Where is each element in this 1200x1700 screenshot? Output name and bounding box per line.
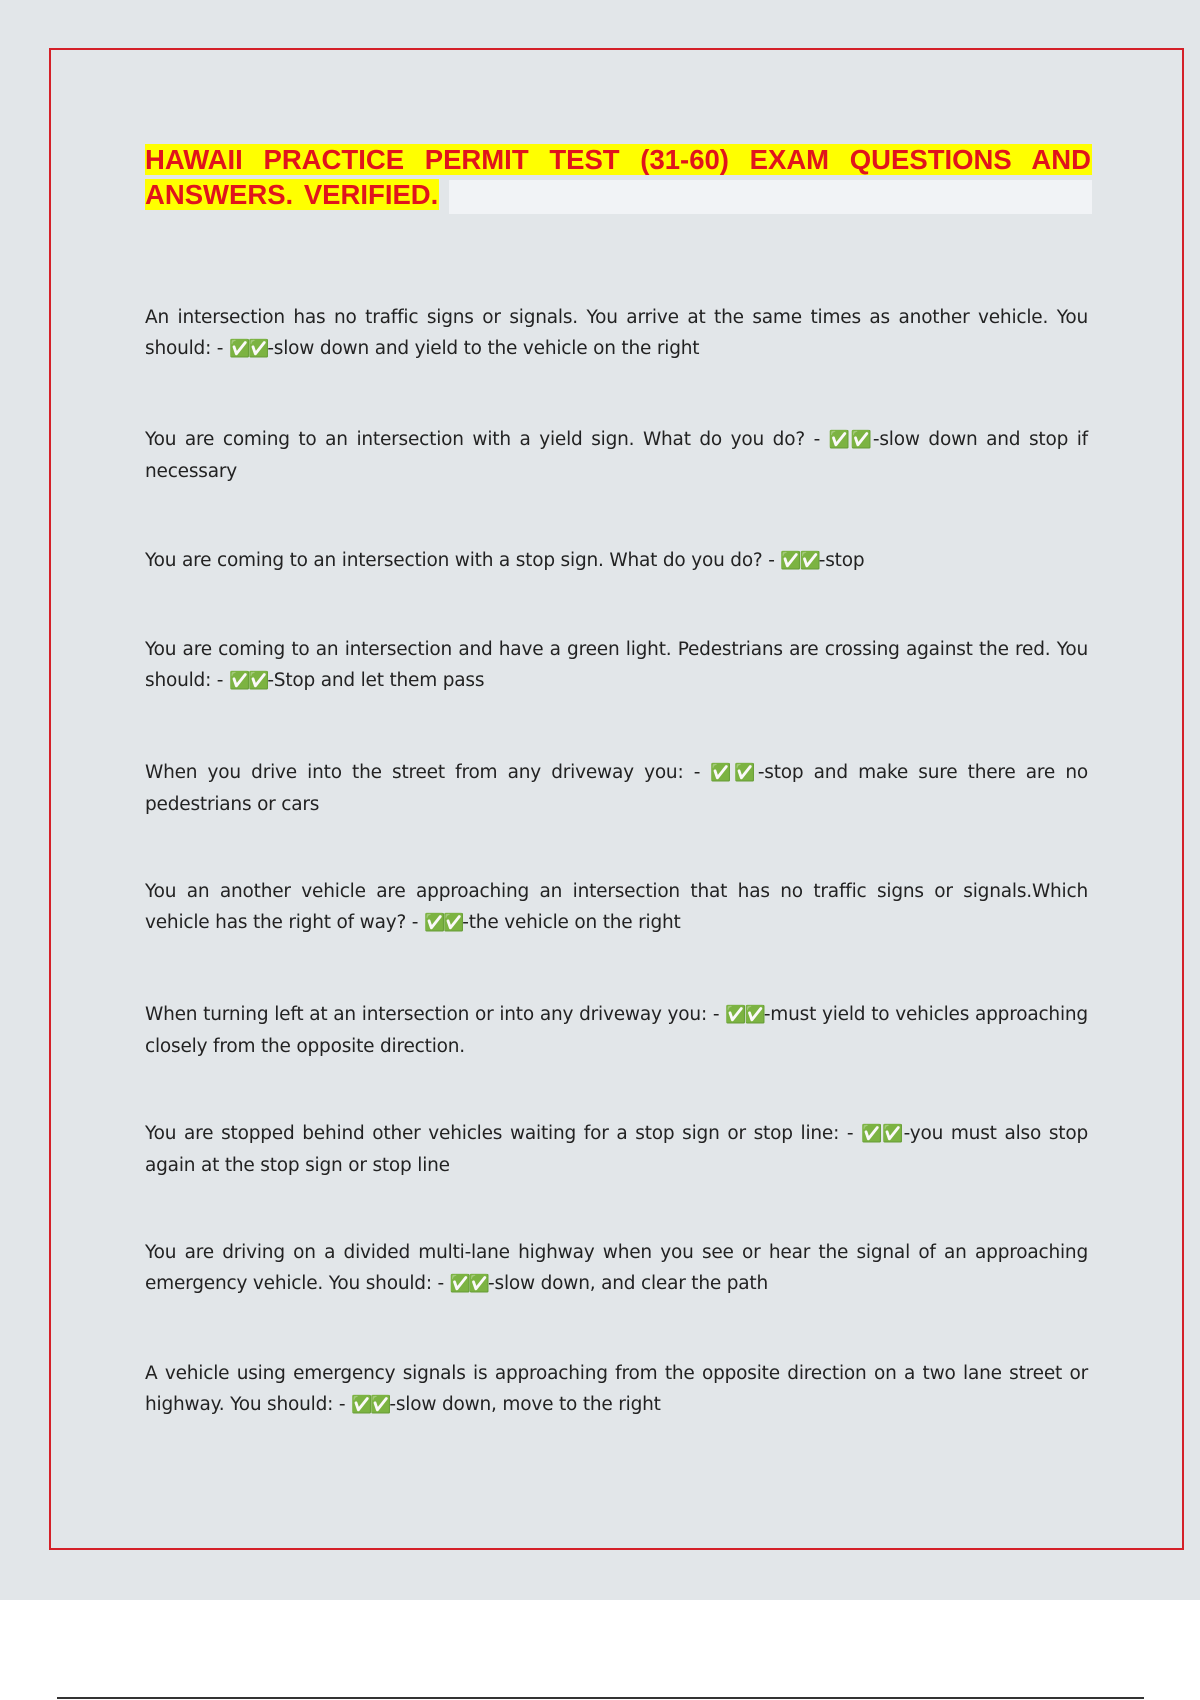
qa-item	[145, 1118, 1088, 1181]
answer-separator: -	[211, 338, 229, 359]
qa-item	[145, 424, 1088, 487]
answer-separator: -	[333, 1394, 352, 1415]
answer-separator: -	[804, 429, 829, 450]
qa-item	[145, 545, 1088, 577]
answer-separator: -	[211, 670, 229, 691]
document-title-text: HAWAII PRACTICE PERMIT TEST (31-60) EXAM QUESTIONS AND ANSWERS. VERIFIED.	[145, 144, 1091, 210]
question-text: You are stopped behind other vehicles waiting for a stop sign or stop line:	[145, 1123, 840, 1144]
double-check-icon: ✅✅	[449, 1274, 489, 1294]
answer-text: -slow down, and clear the path	[488, 1273, 769, 1294]
question-text: You are coming to an intersection with a yield sign. What do you do?	[145, 429, 805, 450]
answer-text: -slow down, move to the right	[389, 1394, 661, 1415]
question-text: When you drive into the street from any driveway you:	[145, 762, 684, 783]
double-check-icon: ✅✅	[780, 551, 819, 571]
answer-separator: -	[762, 550, 781, 571]
question-text: You are coming to an intersection with a stop sign. What do you do?	[145, 550, 763, 571]
bottom-divider	[57, 1697, 1144, 1699]
answer-text: -stop and make sure there are no pedestrians or cars	[145, 762, 1088, 815]
double-check-icon: ✅✅	[725, 1005, 764, 1025]
double-check-icon: ✅✅	[710, 763, 758, 783]
answer-text: -stop	[818, 550, 865, 571]
double-check-icon: ✅✅	[861, 1124, 904, 1144]
qa-item	[145, 302, 1088, 365]
question-text: You an another vehicle are approaching an intersection that has no traffic signs or signals.Which vehicle has the right of way?	[145, 881, 1088, 933]
double-check-icon: ✅✅	[228, 671, 268, 691]
double-check-icon: ✅✅	[828, 430, 873, 450]
answer-separator: -	[683, 762, 711, 783]
question-text: A vehicle using emergency signals is approaching from the opposite direction on a two lane street or highway. You should:	[145, 1363, 1088, 1415]
qa-item	[145, 876, 1088, 939]
answer-text: -slow down and yield to the vehicle on the right	[267, 338, 700, 359]
question-text: You are coming to an intersection and have a green light. Pedestrians are crossing against the red. You should:	[145, 639, 1088, 691]
question-text: An intersection has no traffic signs or signals. You arrive at the same times as another vehicle. You should:	[145, 307, 1088, 359]
answer-text: -slow down and stop if necessary	[145, 429, 1088, 482]
question-text: You are driving on a divided multi-lane highway when you see or hear the signal of an approaching emergency vehicle. You should:	[145, 1242, 1088, 1294]
answer-text: -you must also stop again at the stop sign or stop line	[145, 1123, 1088, 1176]
answer-separator: -	[406, 912, 424, 933]
qa-item	[145, 999, 1088, 1062]
double-check-icon: ✅✅	[228, 339, 268, 359]
answer-text: -Stop and let them pass	[267, 670, 485, 691]
answer-text: -must yield to vehicles approaching closely from the opposite direction.	[145, 1004, 1088, 1057]
qa-item	[145, 1237, 1088, 1300]
qa-item	[145, 757, 1088, 820]
question-text: When turning left at an intersection or into any driveway you:	[145, 1004, 707, 1025]
double-check-icon: ✅✅	[423, 913, 463, 933]
answer-separator: -	[706, 1004, 726, 1025]
answer-separator: -	[839, 1123, 862, 1144]
qa-item	[145, 634, 1088, 697]
document-title	[145, 142, 1092, 212]
qa-item	[145, 1358, 1088, 1421]
answer-separator: -	[431, 1273, 450, 1294]
answer-text: -the vehicle on the right	[462, 912, 681, 933]
double-check-icon: ✅✅	[351, 1395, 390, 1415]
